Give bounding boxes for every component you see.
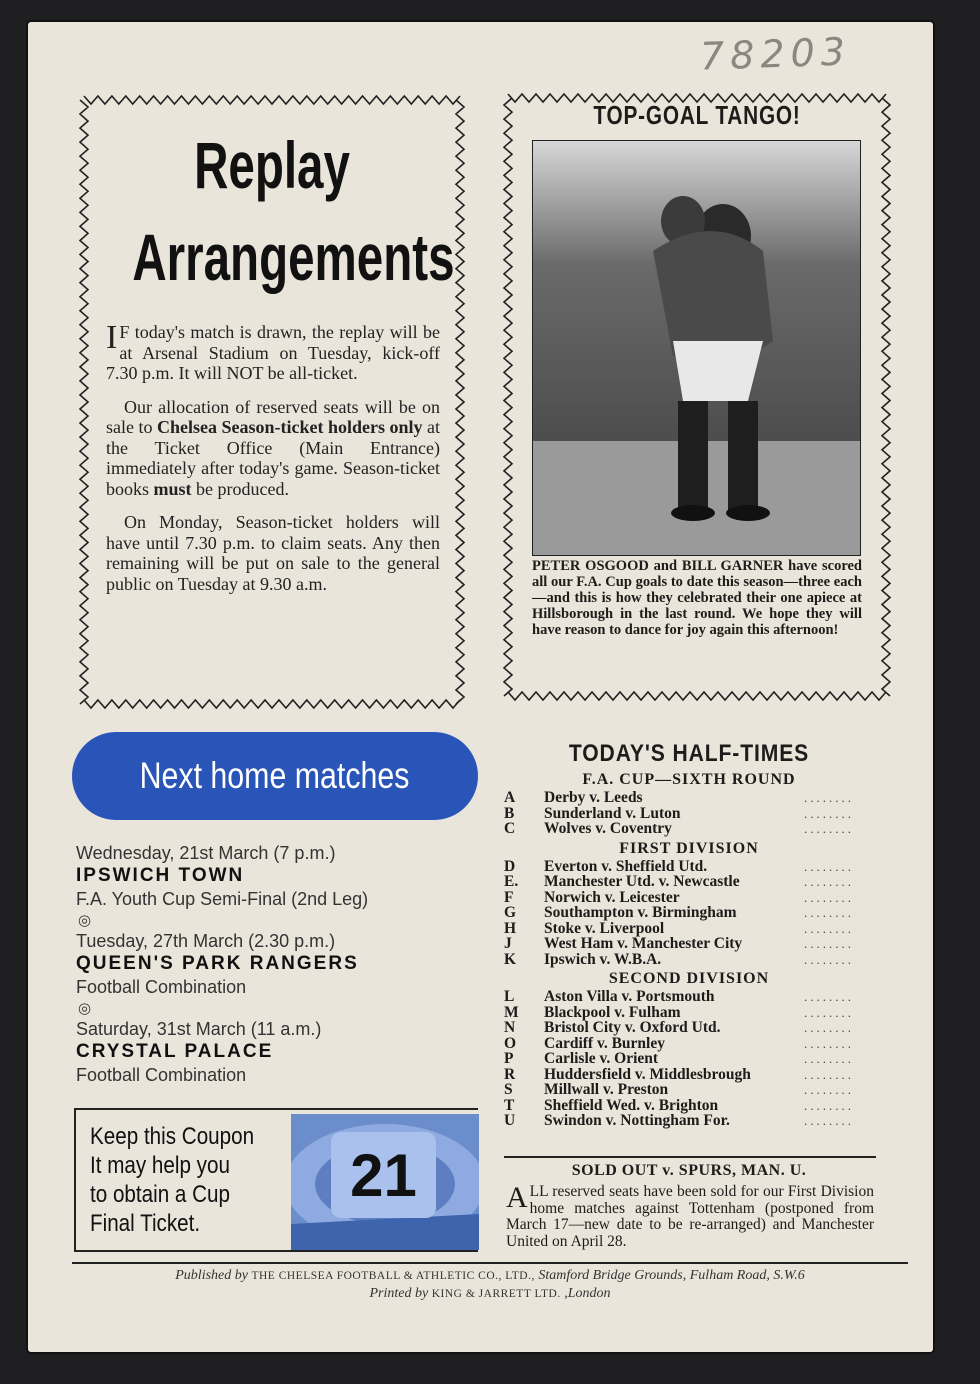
footer-text: ,London bbox=[560, 1286, 611, 1301]
footer-divider bbox=[72, 1262, 908, 1264]
coupon-number: 21 bbox=[331, 1132, 436, 1218]
match-letter: C bbox=[504, 820, 516, 837]
coupon-text bbox=[90, 1122, 262, 1238]
fixture-separator-icon: ◎ bbox=[78, 912, 92, 929]
match-name: Norwich v. Leicester bbox=[544, 888, 680, 906]
score-blank: ........ bbox=[804, 858, 854, 874]
tango-caption: PETER OSGOOD and BILL GARNER have scored all our F.A. Cup goals to date this season—three each—and this is how they celebrated their one apiece at Hillsborough in the last round. We hope they will have reason to dance for joy again this afternoon! bbox=[532, 558, 862, 638]
sold-out-body: LL reserved seats have been sold for our First Division home matches against Tottenham (postponed from March 17—new date to be re-arranged) and Manchester United on April 28. bbox=[506, 1183, 874, 1250]
half-times-section-heading: SECOND DIVISION bbox=[608, 970, 770, 987]
score-blank: ........ bbox=[804, 1097, 854, 1113]
publisher-name: THE CHELSEA FOOTBALL & ATHLETIC CO., LTD., bbox=[251, 1270, 535, 1282]
match-letter: B bbox=[504, 804, 515, 822]
match-letter: D bbox=[504, 857, 516, 875]
fixture-date: Tuesday, 27th March (2.30 p.m.) bbox=[76, 931, 336, 951]
match-letter: G bbox=[504, 904, 517, 921]
score-blank: ........ bbox=[804, 874, 854, 889]
match-letter: H bbox=[504, 919, 517, 937]
half-time-row bbox=[504, 1098, 874, 1114]
match-name: Swindon v. Nottingham For. bbox=[544, 1112, 730, 1129]
footer-text: Published by bbox=[175, 1268, 252, 1283]
replay-title-line2: Arrangements bbox=[132, 220, 455, 294]
replay-arrangements-box bbox=[78, 94, 466, 710]
match-name: Ipswich v. W.B.A. bbox=[544, 950, 662, 968]
half-time-row bbox=[504, 989, 874, 1005]
match-name: Blackpool v. Fulham bbox=[544, 1003, 681, 1021]
sold-out-dropcap: A bbox=[506, 1181, 528, 1214]
match-name: Everton v. Sheffield Utd. bbox=[544, 857, 708, 875]
half-time-row bbox=[504, 1020, 874, 1036]
next-home-matches-banner bbox=[72, 732, 478, 820]
players-photo-image bbox=[533, 141, 860, 555]
replay-para2b: Chelsea Season-ticket holders only bbox=[157, 417, 423, 437]
replay-title-line1: Replay bbox=[194, 128, 350, 202]
sold-out-title: SOLD OUT v. SPURS, MAN. U. bbox=[571, 1162, 807, 1179]
match-name: Sunderland v. Luton bbox=[544, 804, 681, 822]
match-letter: J bbox=[504, 935, 512, 952]
half-time-row bbox=[504, 790, 874, 806]
half-time-row bbox=[504, 936, 874, 952]
score-blank: ........ bbox=[804, 1113, 854, 1128]
banner-label: Next home matches bbox=[140, 755, 410, 796]
half-time-row bbox=[504, 874, 874, 890]
footer-text: Printed by bbox=[369, 1286, 432, 1301]
score-blank: ........ bbox=[804, 821, 854, 836]
half-time-row bbox=[504, 921, 874, 937]
score-blank: ........ bbox=[804, 989, 854, 1004]
match-name: Manchester Utd. v. Newcastle bbox=[544, 873, 740, 890]
half-time-row bbox=[504, 859, 874, 875]
match-name: Sheffield Wed. v. Brighton bbox=[544, 1096, 719, 1114]
fixture-team: CRYSTAL PALACE bbox=[76, 1041, 274, 1062]
match-name: Aston Villa v. Portsmouth bbox=[544, 988, 715, 1005]
match-letter: R bbox=[504, 1065, 516, 1083]
match-letter: U bbox=[504, 1112, 516, 1129]
score-blank: ........ bbox=[804, 1082, 854, 1097]
match-letter: S bbox=[504, 1081, 513, 1098]
half-time-row bbox=[504, 1005, 874, 1021]
replay-para3: On Monday, Season-ticket holders will have until 7.30 p.m. to claim seats. Any then remaining will be put on sale to the general public on Tuesday at 9.30 a.m. bbox=[106, 512, 440, 594]
handwritten-note: 78203 bbox=[699, 29, 852, 79]
coupon-line: Keep this Coupon bbox=[90, 1123, 255, 1150]
sold-out-text bbox=[506, 1181, 874, 1250]
score-blank: ........ bbox=[804, 951, 854, 967]
replay-dropcap: I bbox=[106, 319, 118, 356]
half-times-sections bbox=[504, 770, 874, 1129]
fixture-competition: Football Combination bbox=[76, 1065, 247, 1085]
fixture-date: Saturday, 31st March (11 a.m.) bbox=[76, 1019, 322, 1039]
replay-para2a: Our allocation of reserved seats will be on sale to bbox=[106, 396, 440, 437]
score-blank: ........ bbox=[804, 936, 854, 951]
half-times-title: TODAY'S HALF-TIMES bbox=[568, 740, 810, 767]
match-letter: E. bbox=[504, 873, 519, 890]
fixture-date: Wednesday, 21st March (7 p.m.) bbox=[76, 843, 336, 863]
score-blank: ........ bbox=[804, 889, 854, 905]
replay-para2d: must bbox=[153, 478, 192, 499]
match-letter: P bbox=[504, 1050, 514, 1067]
score-blank: ........ bbox=[804, 805, 854, 821]
match-name: Derby v. Leeds bbox=[544, 789, 643, 806]
replay-para2c: at the Ticket Office (Main Entrance) immediately after today's game. Season-ticket books bbox=[106, 417, 440, 499]
match-letter: O bbox=[504, 1034, 517, 1052]
match-letter: F bbox=[504, 888, 514, 906]
score-blank: ........ bbox=[804, 790, 854, 805]
half-time-row bbox=[504, 1036, 874, 1052]
half-times-section-heading: FIRST DIVISION bbox=[619, 839, 759, 857]
match-name: Millwall v. Preston bbox=[544, 1081, 669, 1098]
half-time-row bbox=[504, 1113, 874, 1129]
replay-para1: F today's match is drawn, the replay will be at Arsenal Stadium on Tuesday, kick-off 7.30 p.m. It will NOT be all-ticket. bbox=[106, 322, 440, 383]
match-name: Stoke v. Liverpool bbox=[544, 919, 665, 937]
celebration-photo bbox=[532, 140, 861, 556]
fixtures-list bbox=[76, 842, 486, 1086]
fixture-separator-icon: ◎ bbox=[78, 1000, 92, 1017]
replay-para2e: be produced. bbox=[191, 478, 289, 499]
footer-text: Stamford Bridge Grounds, Fulham Road, S.W.6 bbox=[534, 1268, 805, 1283]
match-letter: M bbox=[504, 1003, 519, 1021]
half-time-row bbox=[504, 890, 874, 906]
top-goal-tango-box bbox=[502, 92, 892, 702]
coupon-line: Final Ticket. bbox=[90, 1210, 201, 1237]
half-time-row bbox=[504, 821, 874, 837]
match-name: Bristol City v. Oxford Utd. bbox=[544, 1019, 721, 1036]
match-letter: N bbox=[504, 1019, 516, 1036]
score-blank: ........ bbox=[804, 1066, 854, 1082]
coupon bbox=[74, 1108, 478, 1252]
tango-title: TOP-GOAL TANGO! bbox=[593, 100, 801, 130]
footer-line2 bbox=[72, 1286, 908, 1302]
fixture-competition: F.A. Youth Cup Semi-Final (2nd Leg) bbox=[76, 889, 369, 909]
match-name: Huddersfield v. Middlesbrough bbox=[544, 1065, 751, 1083]
replay-body bbox=[106, 319, 440, 607]
match-name: Southampton v. Birmingham bbox=[544, 904, 737, 921]
match-letter: K bbox=[504, 950, 517, 968]
score-blank: ........ bbox=[804, 1004, 854, 1020]
match-name: Cardiff v. Burnley bbox=[544, 1034, 665, 1052]
divider bbox=[504, 1156, 876, 1158]
coupon-stadium-image bbox=[291, 1114, 479, 1250]
footer-line1 bbox=[72, 1268, 908, 1284]
coupon-line: It may help you bbox=[90, 1152, 230, 1179]
score-blank: ........ bbox=[804, 1020, 854, 1035]
match-name: West Ham v. Manchester City bbox=[544, 935, 743, 952]
score-blank: ........ bbox=[804, 905, 854, 920]
match-name: Carlisle v. Orient bbox=[544, 1050, 659, 1067]
coupon-line: to obtain a Cup bbox=[90, 1181, 231, 1208]
half-times-table bbox=[504, 740, 874, 1129]
score-blank: ........ bbox=[804, 920, 854, 936]
half-time-row bbox=[504, 952, 874, 968]
printer-name: KING & JARRETT LTD. bbox=[431, 1288, 561, 1300]
half-time-row bbox=[504, 905, 874, 921]
score-blank: ........ bbox=[804, 1051, 854, 1066]
fixture-team: QUEEN'S PARK RANGERS bbox=[76, 953, 359, 974]
half-time-row bbox=[504, 1067, 874, 1083]
half-time-row bbox=[504, 1082, 874, 1098]
match-name: Wolves v. Coventry bbox=[544, 820, 672, 837]
fixture-competition: Football Combination bbox=[76, 977, 247, 997]
match-letter: A bbox=[504, 789, 516, 806]
half-times-section-heading: F.A. CUP—SIXTH ROUND bbox=[582, 771, 796, 788]
match-letter: L bbox=[504, 988, 515, 1005]
match-letter: T bbox=[504, 1096, 515, 1114]
half-time-row bbox=[504, 1051, 874, 1067]
half-time-row bbox=[504, 806, 874, 822]
fixture-team: IPSWICH TOWN bbox=[76, 865, 245, 886]
score-blank: ........ bbox=[804, 1035, 854, 1051]
